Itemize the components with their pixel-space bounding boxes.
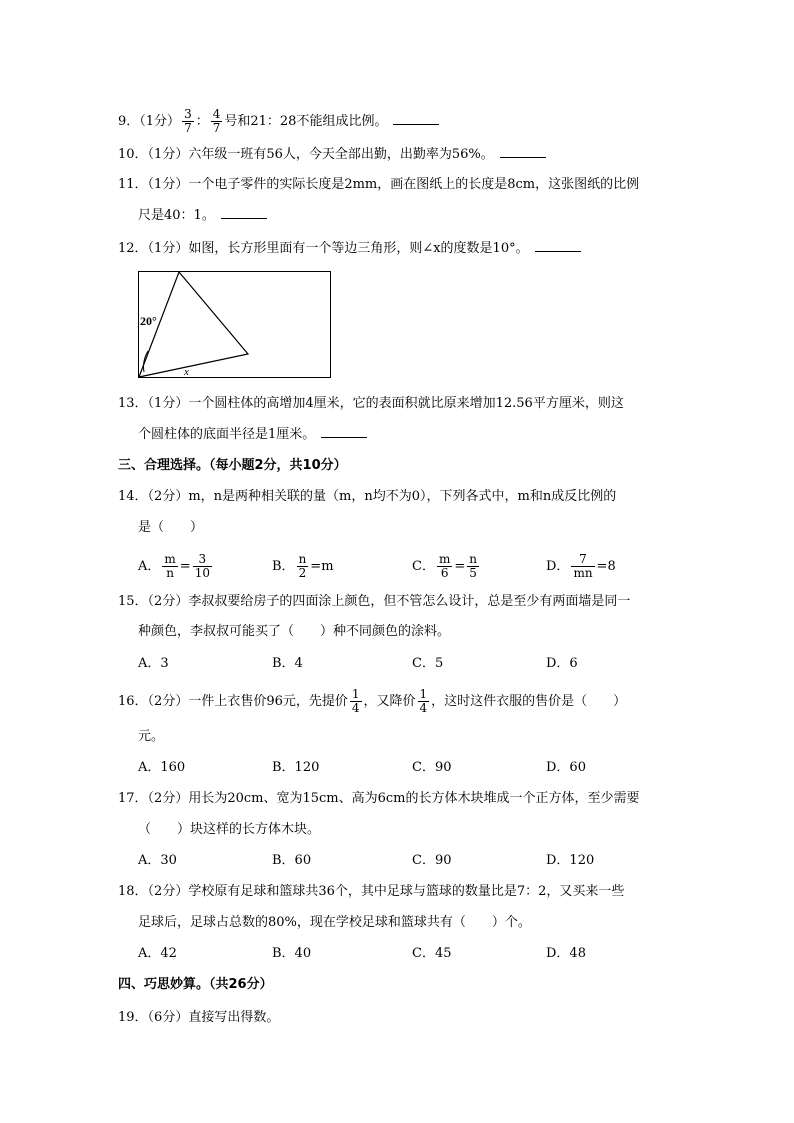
question-16-line2: 元。 xyxy=(138,729,165,744)
question-10: 10．（1分）六年级一班有56人，今天全部出勤，出勤率为56%。 xyxy=(118,145,546,165)
q15-option-c: C．5 xyxy=(412,656,444,671)
q15-option-a: A．3 xyxy=(138,656,169,671)
question-18-line2: 足球后，足球占总数的80%，现在学校足球和篮球共有（ ）个。 xyxy=(138,915,531,930)
answer-blank xyxy=(535,239,581,252)
question-18: 18．（2分）学校原有足球和篮球共36个，其中足球与篮球的数量比是7：2，又买来一些 xyxy=(118,884,625,899)
section-3-heading: 三、合理选择。（每小题2分，共10分） xyxy=(118,458,347,473)
q16-option-c: C．90 xyxy=(412,760,452,775)
question-14: 14．（2分）m，n是两种相关联的量（m，n均不为0），下列各式中，m和n成反比例的 xyxy=(118,489,617,504)
question-15: 15．（2分）李叔叔要给房子的四面涂上颜色，但不管怎么设计，总是至少有两面墙是同一 xyxy=(118,594,631,609)
question-17-line2: （ ）块这样的长方体木块。 xyxy=(138,822,321,837)
q14-option-b: B． $\frac{n}{2}$ =m xyxy=(272,552,334,580)
angle-x-label: x xyxy=(184,366,189,378)
q14-option-a: A． $\frac{m}{n}$ = $\frac{3}{10}$ xyxy=(138,552,210,580)
answer-blank xyxy=(221,206,267,219)
q16-option-a: A．160 xyxy=(138,760,186,775)
question-11-line2: 尺是40：1。 xyxy=(138,206,267,226)
question-19: 19．（6分）直接写出得数。 xyxy=(118,1010,280,1025)
answer-blank xyxy=(393,112,439,125)
q18-option-a: A．42 xyxy=(138,946,177,961)
q16-option-b: B．120 xyxy=(272,760,320,775)
angle-20-label: 20° xyxy=(140,314,157,328)
section-4-heading: 四、巧思妙算。（共26分） xyxy=(118,977,273,992)
q14-option-d: D． $\frac{7}{mn}$ =8 xyxy=(546,552,616,580)
rectangle-shape xyxy=(139,272,331,378)
q15-option-d: D．6 xyxy=(546,656,578,671)
question-12: 12．（1分）如图，长方形里面有一个等边三角形，则∠x的度数是10°。 xyxy=(118,239,581,259)
answer-blank xyxy=(321,425,367,438)
question-15-line2: 种颜色，李叔叔可能买了（ ）种不同颜色的涂料。 xyxy=(138,624,451,639)
q16-option-d: D．60 xyxy=(546,760,586,775)
fraction-3-7: $\frac{3}{7}$ xyxy=(184,107,192,135)
question-14-line2: 是（ ） xyxy=(138,520,204,535)
q18-option-c: C．45 xyxy=(412,946,452,961)
q17-option-c: C．90 xyxy=(412,853,452,868)
fraction-4-7: $\frac{4}{7}$ xyxy=(212,107,221,135)
question-13: 13．（1分）一个圆柱体的高增加4厘米，它的表面积就比原来增加12.56平方厘米，则这 xyxy=(118,396,624,411)
q15-option-b: B．4 xyxy=(272,656,303,671)
q18-option-b: B．40 xyxy=(272,946,312,961)
answer-blank xyxy=(500,145,546,158)
q17-option-d: D．120 xyxy=(546,853,595,868)
rectangle-triangle-figure xyxy=(138,271,332,379)
q17-option-b: B．60 xyxy=(272,853,312,868)
question-17: 17．（2分）用长为20cm、宽为15cm、高为6cm的长方体木块堆成一个正方体，至少需要 xyxy=(118,791,640,806)
question-16: 16．（2分）一件上衣售价96元，先提价 $\frac{1}{4}$ ，又降价 $\frac{1}{4}$ ，这时这件衣服的售价是（ ） xyxy=(118,687,627,715)
question-13-line2: 个圆柱体的底面半径是1厘米。 xyxy=(138,425,367,445)
question-9: 9．（1分） $\frac{3}{7}$ ： $\frac{4}{7}$ 号和21：28不能组成比例。 xyxy=(118,108,439,135)
q17-option-a: A．30 xyxy=(138,853,177,868)
question-11: 11．（1分）一个电子零件的实际长度是2mm，画在图纸上的长度是8cm，这张图纸的比例 xyxy=(118,177,640,192)
q14-option-c: C． $\frac{m}{6}$ = $\frac{n}{5}$ xyxy=(412,552,477,580)
q18-option-d: D．48 xyxy=(546,946,586,961)
